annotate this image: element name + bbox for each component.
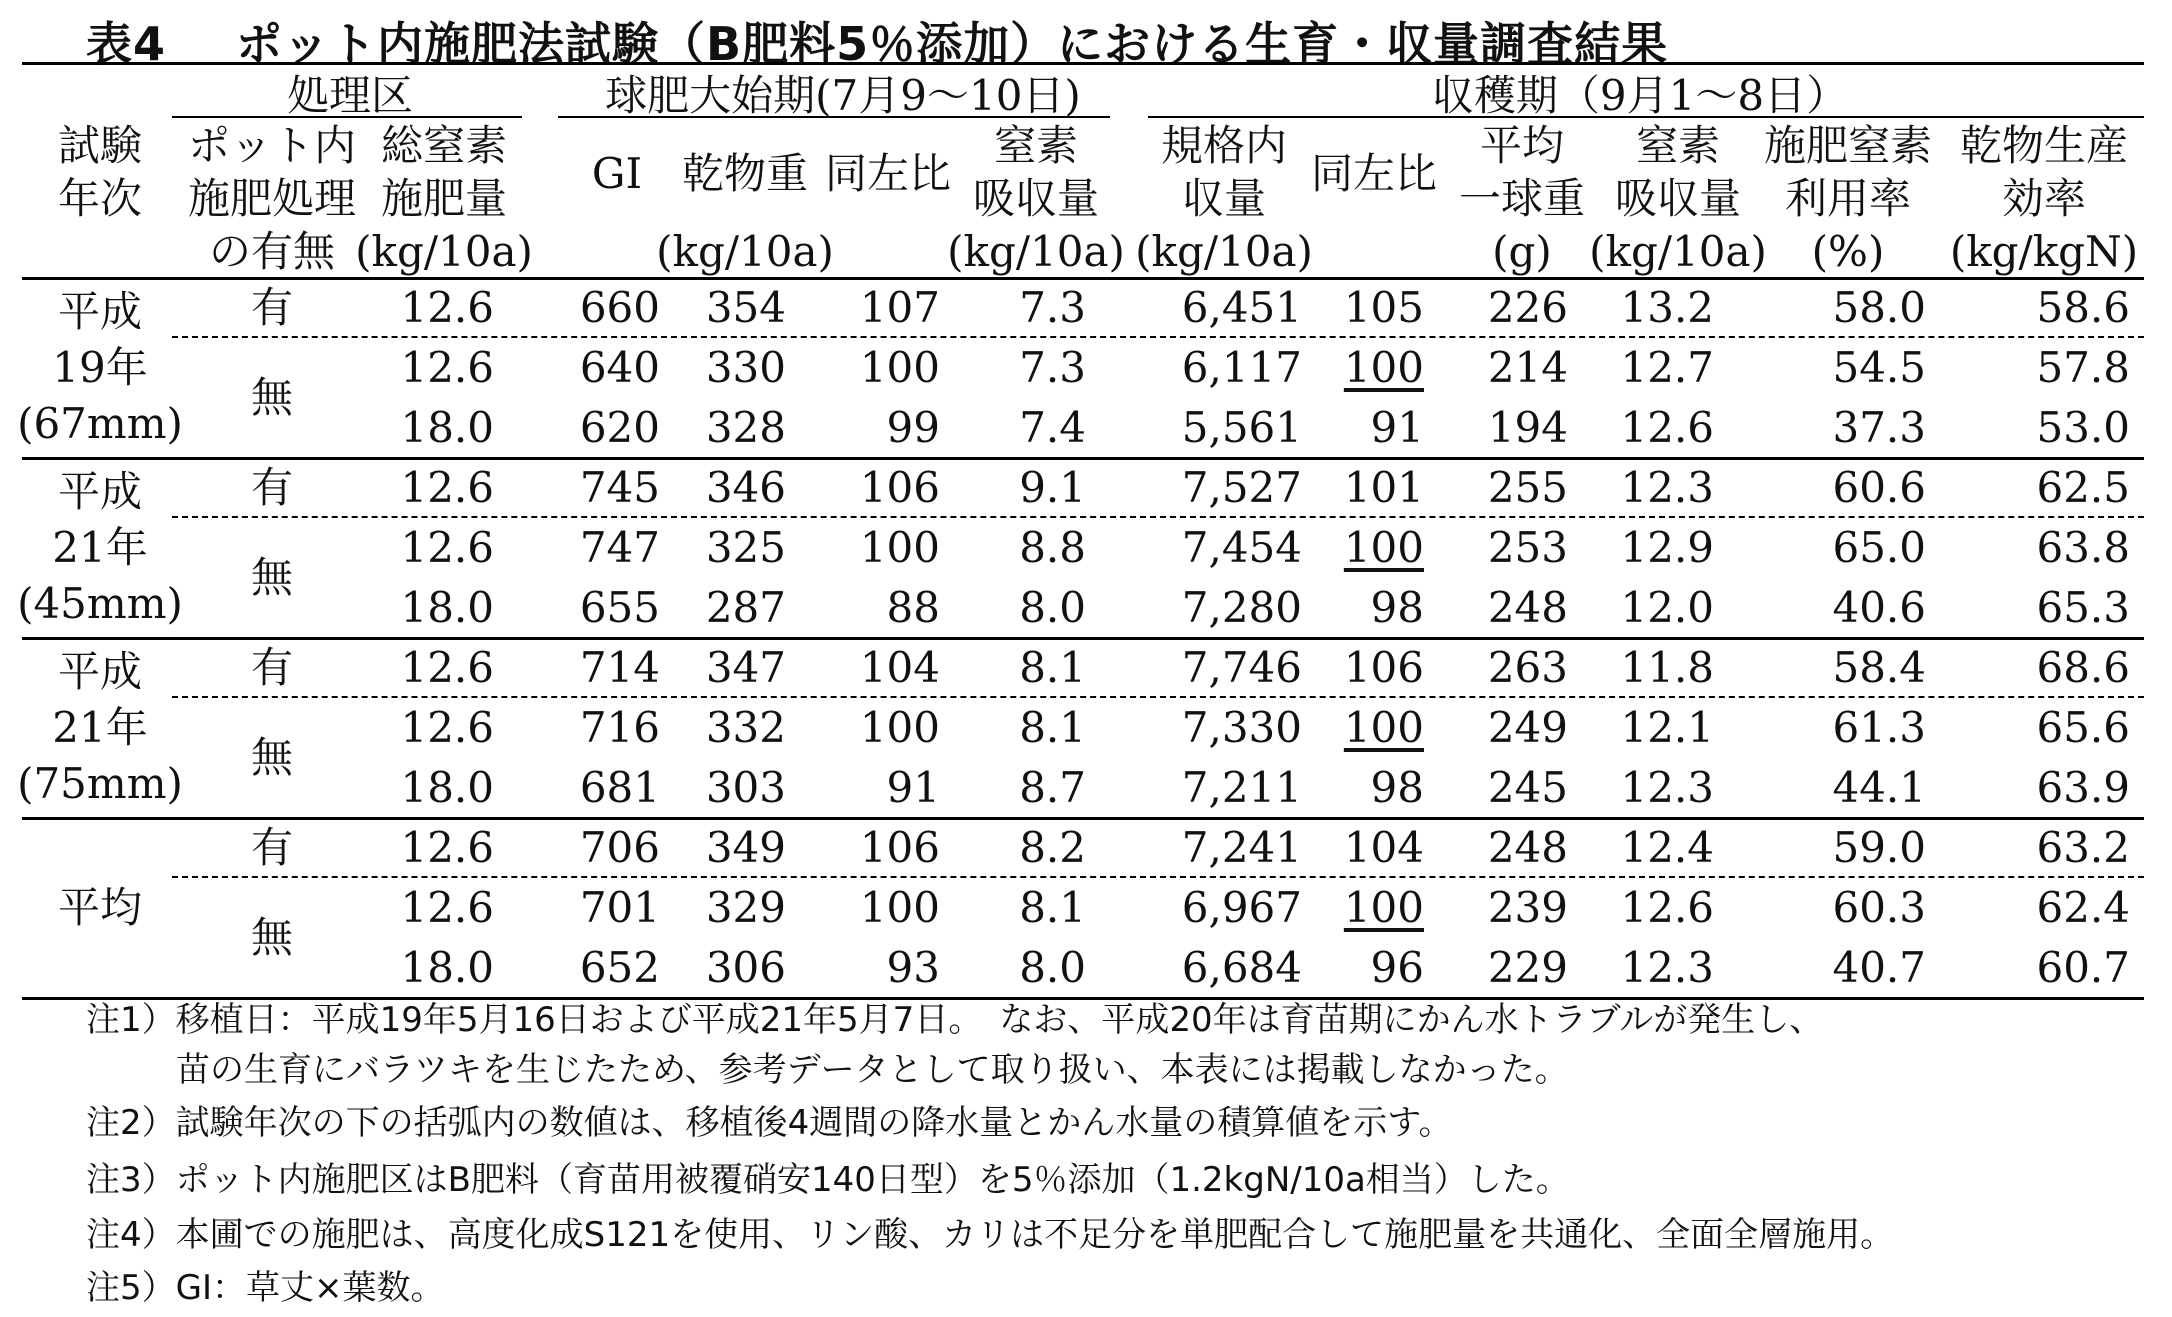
group-label: 平成 <box>57 287 143 336</box>
table-cell-yield: 7,280 <box>1181 583 1302 632</box>
table-cell-eff: 68.6 <box>2036 643 2130 692</box>
treatment-underline <box>172 116 522 118</box>
table-cell-r2: 100 <box>1343 343 1424 392</box>
table-cell-bw: 229 <box>1487 943 1568 992</box>
table-cell-r1: 93 <box>886 943 940 992</box>
table-cell-bw: 263 <box>1487 643 1568 692</box>
table-cell-bw: 253 <box>1487 523 1568 572</box>
table-cell-na1: 7.4 <box>1019 403 1086 452</box>
table-cell-na2: 13.2 <box>1620 283 1714 332</box>
table-title-text: ポット内施肥法試験（B肥料5％添加）における生育・収量調査結果 <box>236 17 1669 71</box>
table-cell-bw: 248 <box>1487 583 1568 632</box>
top-rule <box>22 62 2144 65</box>
bulb-stage-underline <box>558 116 1110 118</box>
table-cell-use: 37.3 <box>1832 403 1926 452</box>
note-4: 注4）本圃での施肥は、高度化成S121を使用、リン酸、カリは不足分を単肥配合して施肥量を共通化、全面全層施用。 <box>86 1215 1895 1255</box>
group-header-treatment: 処理区 <box>286 71 414 120</box>
note-1-continued: 苗の生育にバラツキを生じたため、参考データとして取り扱い、本表には掲載しなかった。 <box>176 1050 1569 1090</box>
table-cell-yield: 7,746 <box>1181 643 1302 692</box>
table-cell-dry: 325 <box>705 523 786 572</box>
pot-treatment: 無 <box>250 553 294 602</box>
harvest-underline <box>1148 116 2144 118</box>
table-cell-na1: 8.7 <box>1019 763 1086 812</box>
table-cell-n: 12.6 <box>400 463 494 512</box>
table-cell-use: 40.6 <box>1832 583 1926 632</box>
col-header-yield-2: 収量 <box>1181 174 1267 223</box>
col-header-nuse-3: (%) <box>1811 227 1885 276</box>
group-label: 19年 <box>52 343 148 392</box>
table-cell-r1: 88 <box>886 583 940 632</box>
table-cell-dry: 354 <box>705 283 786 332</box>
col-header-nabs2-3: (kg/10a) <box>1589 227 1767 276</box>
table-cell-dry: 346 <box>705 463 786 512</box>
table-cell-gi: 655 <box>579 583 660 632</box>
table-cell-na2: 12.1 <box>1620 703 1714 752</box>
col-header-nuse-1: 施肥窒素 <box>1763 121 1933 170</box>
table-cell-eff: 57.8 <box>2036 343 2130 392</box>
row-separator <box>172 876 2144 878</box>
pot-treatment: 有 <box>250 643 294 692</box>
col-header-dprod-2: 効率 <box>2001 174 2087 223</box>
table-cell-yield: 7,454 <box>1181 523 1302 572</box>
table-cell-eff: 63.2 <box>2036 823 2130 872</box>
table-cell-yield: 7,330 <box>1181 703 1302 752</box>
table-cell-na1: 7.3 <box>1019 343 1086 392</box>
table-cell-n: 12.6 <box>400 343 494 392</box>
table-cell-bw: 239 <box>1487 883 1568 932</box>
table-cell-na1: 8.1 <box>1019 643 1086 692</box>
table-cell-dry: 287 <box>705 583 786 632</box>
col-header-bulb-weight-3: (g) <box>1492 227 1552 276</box>
table-cell-eff: 63.8 <box>2036 523 2130 572</box>
table-cell-dry: 328 <box>705 403 786 452</box>
header-bottom-rule <box>22 277 2144 280</box>
group-header-bulb-stage: 球肥大始期(7月9～10日) <box>605 71 1081 120</box>
table-cell-n: 12.6 <box>400 823 494 872</box>
table-cell-use: 40.7 <box>1832 943 1926 992</box>
table-cell-r2: 100 <box>1343 703 1424 752</box>
col-header-gi: GI <box>591 149 643 198</box>
table-cell-gi: 747 <box>579 523 660 572</box>
table-cell-gi: 706 <box>579 823 660 872</box>
col-header-year-1: 試験 <box>57 121 143 170</box>
col-header-totaln-2: 施肥量 <box>380 174 508 223</box>
table-cell-na2: 12.6 <box>1620 883 1714 932</box>
row-separator <box>172 516 2144 518</box>
col-header-totaln-3: (kg/10a) <box>355 227 533 276</box>
col-header-ratio-1: 同左比 <box>824 149 952 198</box>
table-cell-r2: 98 <box>1370 763 1424 812</box>
group-bottom-rule <box>22 457 2144 460</box>
table-cell-bw: 214 <box>1487 343 1568 392</box>
table-cell-r1: 99 <box>886 403 940 452</box>
table-cell-r1: 106 <box>859 463 940 512</box>
table-cell-r1: 104 <box>859 643 940 692</box>
table-cell-r2: 106 <box>1343 643 1424 692</box>
table-cell-eff: 53.0 <box>2036 403 2130 452</box>
col-header-pot-3: の有無 <box>208 227 336 276</box>
group-bottom-rule <box>22 637 2144 640</box>
col-header-year-2: 年次 <box>57 174 143 223</box>
col-header-totaln-1: 総窒素 <box>380 121 508 170</box>
pot-treatment: 有 <box>250 463 294 512</box>
pot-treatment: 無 <box>250 733 294 782</box>
col-header-unit-kg10a: (kg/10a) <box>656 227 834 276</box>
pot-treatment: 有 <box>250 283 294 332</box>
table-cell-dry: 306 <box>705 943 786 992</box>
table-cell-eff: 60.7 <box>2036 943 2130 992</box>
table-cell-use: 60.6 <box>1832 463 1926 512</box>
table-cell-eff: 58.6 <box>2036 283 2130 332</box>
col-header-nabs1-3: (kg/10a) <box>947 227 1125 276</box>
table-cell-bw: 248 <box>1487 823 1568 872</box>
table-cell-yield: 6,451 <box>1181 283 1302 332</box>
table-cell-r1: 91 <box>886 763 940 812</box>
col-header-pot-2: 施肥処理 <box>187 174 357 223</box>
table-cell-na2: 12.0 <box>1620 583 1714 632</box>
table-cell-r2: 104 <box>1343 823 1424 872</box>
table-cell-yield: 6,684 <box>1181 943 1302 992</box>
table-cell-yield: 7,241 <box>1181 823 1302 872</box>
table-cell-n: 18.0 <box>400 943 494 992</box>
table-cell-eff: 63.9 <box>2036 763 2130 812</box>
col-header-bulb-weight-2: 一球重 <box>1458 174 1586 223</box>
table-cell-n: 18.0 <box>400 583 494 632</box>
table-cell-use: 60.3 <box>1832 883 1926 932</box>
table-cell-na2: 12.7 <box>1620 343 1714 392</box>
group-header-harvest: 収穫期（9月1～8日） <box>1431 71 1849 120</box>
table-cell-gi: 714 <box>579 643 660 692</box>
group-label: 平成 <box>57 467 143 516</box>
table-cell-use: 58.4 <box>1832 643 1926 692</box>
table-cell-r1: 100 <box>859 883 940 932</box>
table-cell-dry: 349 <box>705 823 786 872</box>
group-label: 平均 <box>57 883 143 932</box>
table-cell-gi: 640 <box>579 343 660 392</box>
table-cell-gi: 681 <box>579 763 660 812</box>
table-cell-use: 54.5 <box>1832 343 1926 392</box>
note-1: 注1）移植日：平成19年5月16日および平成21年5月7日。 なお、平成20年は育苗期にかん水トラブルが発生し、 <box>86 1000 1824 1040</box>
table-cell-r1: 106 <box>859 823 940 872</box>
table-cell-dry: 332 <box>705 703 786 752</box>
col-header-yield-3: (kg/10a) <box>1135 227 1313 276</box>
table-cell-gi: 745 <box>579 463 660 512</box>
pot-treatment: 無 <box>250 913 294 962</box>
table-cell-bw: 255 <box>1487 463 1568 512</box>
table-cell-eff: 62.4 <box>2036 883 2130 932</box>
group-label: (75mm) <box>17 759 183 808</box>
col-header-dry-weight: 乾物重 <box>681 149 809 198</box>
table-cell-use: 59.0 <box>1832 823 1926 872</box>
table-cell-yield: 6,967 <box>1181 883 1302 932</box>
table-cell-n: 12.6 <box>400 883 494 932</box>
table-cell-r2: 100 <box>1343 883 1424 932</box>
table-cell-na1: 8.1 <box>1019 883 1086 932</box>
table-cell-dry: 303 <box>705 763 786 812</box>
table-cell-na2: 11.8 <box>1620 643 1714 692</box>
group-label: 21年 <box>52 523 148 572</box>
group-label: 21年 <box>52 703 148 752</box>
col-header-nabs1-1: 窒素 <box>993 121 1079 170</box>
table-cell-na2: 12.3 <box>1620 463 1714 512</box>
table-cell-dry: 329 <box>705 883 786 932</box>
table-cell-r2: 100 <box>1343 523 1424 572</box>
table-cell-bw: 194 <box>1487 403 1568 452</box>
table-cell-n: 12.6 <box>400 523 494 572</box>
table-cell-r1: 100 <box>859 343 940 392</box>
table-cell-n: 12.6 <box>400 703 494 752</box>
table-cell-n: 12.6 <box>400 283 494 332</box>
table-cell-gi: 620 <box>579 403 660 452</box>
table-number: 表4 <box>86 17 167 71</box>
col-header-pot-1: ポット内 <box>187 121 357 170</box>
col-header-ratio-2: 同左比 <box>1310 149 1438 198</box>
table-cell-n: 12.6 <box>400 643 494 692</box>
table-cell-na1: 8.0 <box>1019 583 1086 632</box>
col-header-nabs2-1: 窒素 <box>1635 121 1721 170</box>
table-cell-use: 44.1 <box>1832 763 1926 812</box>
col-header-dprod-3: (kg/kgN) <box>1949 227 2139 276</box>
table-cell-eff: 65.3 <box>2036 583 2130 632</box>
table-cell-gi: 652 <box>579 943 660 992</box>
table-cell-na1: 8.1 <box>1019 703 1086 752</box>
group-bottom-rule <box>22 817 2144 820</box>
table-cell-dry: 347 <box>705 643 786 692</box>
note-5: 注5）GI：草丈×葉数。 <box>86 1268 445 1308</box>
row-separator <box>172 696 2144 698</box>
note-2: 注2）試験年次の下の括弧内の数値は、移植後4週間の降水量とかん水量の積算値を示す。 <box>86 1103 1453 1143</box>
table-cell-na2: 12.3 <box>1620 763 1714 812</box>
pot-treatment: 無 <box>250 373 294 422</box>
table-cell-gi: 701 <box>579 883 660 932</box>
col-header-dprod-1: 乾物生産 <box>1959 121 2129 170</box>
table-cell-yield: 5,561 <box>1181 403 1302 452</box>
table-cell-bw: 245 <box>1487 763 1568 812</box>
table-cell-dry: 330 <box>705 343 786 392</box>
table-cell-r2: 91 <box>1370 403 1424 452</box>
col-header-nabs1-2: 吸収量 <box>972 174 1100 223</box>
table-cell-bw: 249 <box>1487 703 1568 752</box>
table-cell-r2: 96 <box>1370 943 1424 992</box>
table-cell-gi: 716 <box>579 703 660 752</box>
table-cell-n: 18.0 <box>400 403 494 452</box>
table-cell-na1: 9.1 <box>1019 463 1086 512</box>
table-cell-yield: 6,117 <box>1181 343 1302 392</box>
pot-treatment: 有 <box>250 823 294 872</box>
table-cell-r1: 100 <box>859 523 940 572</box>
table-cell-n: 18.0 <box>400 763 494 812</box>
table-cell-na1: 8.0 <box>1019 943 1086 992</box>
table-cell-na1: 7.3 <box>1019 283 1086 332</box>
col-header-nuse-2: 利用率 <box>1784 174 1912 223</box>
table-cell-eff: 65.6 <box>2036 703 2130 752</box>
table-cell-yield: 7,211 <box>1181 763 1302 812</box>
table-cell-bw: 226 <box>1487 283 1568 332</box>
table-cell-na2: 12.6 <box>1620 403 1714 452</box>
table-cell-yield: 7,527 <box>1181 463 1302 512</box>
table-cell-na2: 12.4 <box>1620 823 1714 872</box>
note-3: 注3）ポット内施肥区はB肥料（育苗用被覆硝安140日型）を5％添加（1.2kgN/10a相当）した。 <box>86 1160 1570 1200</box>
group-label: (45mm) <box>17 579 183 628</box>
group-label: 平成 <box>57 647 143 696</box>
table-cell-na2: 12.3 <box>1620 943 1714 992</box>
table-cell-eff: 62.5 <box>2036 463 2130 512</box>
col-header-yield-1: 規格内 <box>1160 121 1288 170</box>
group-label: (67mm) <box>17 399 183 448</box>
table-cell-r2: 101 <box>1343 463 1424 512</box>
table-cell-use: 58.0 <box>1832 283 1926 332</box>
table-cell-r2: 105 <box>1343 283 1424 332</box>
table-cell-use: 65.0 <box>1832 523 1926 572</box>
col-header-nabs2-2: 吸収量 <box>1614 174 1742 223</box>
table-cell-na2: 12.9 <box>1620 523 1714 572</box>
table-cell-r2: 98 <box>1370 583 1424 632</box>
table-cell-r1: 107 <box>859 283 940 332</box>
table-cell-r1: 100 <box>859 703 940 752</box>
row-separator <box>172 336 2144 338</box>
table-cell-gi: 660 <box>579 283 660 332</box>
table-cell-use: 61.3 <box>1832 703 1926 752</box>
col-header-bulb-weight-1: 平均 <box>1479 121 1565 170</box>
table-cell-na1: 8.2 <box>1019 823 1086 872</box>
table-cell-na1: 8.8 <box>1019 523 1086 572</box>
